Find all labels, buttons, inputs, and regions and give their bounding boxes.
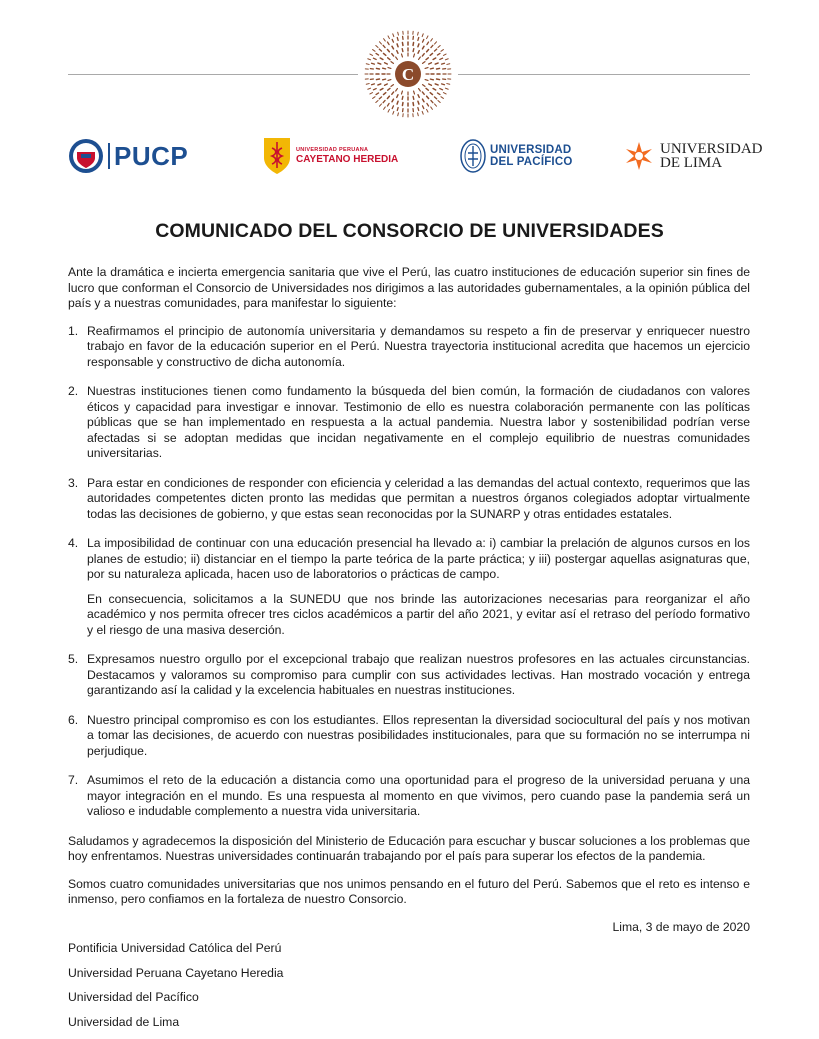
- seal-ray: [447, 84, 450, 85]
- header-rule-right: [458, 74, 750, 75]
- list-item-text: Nuestras instituciones tienen como fundamento la búsqueda del bien común, la formación de ciudadanos con valores éticos y capacidad para investigar e innovar. Testimonio de ello es nuestra colaboración permanente con las políticas públicas que se han implementado en respuesta a la actual pandemia. Nuestra labor y sostenibilidad podrían verse afectadas si se adoptan medidas que incidan negativamente en el complejo equilibrio de nuestras comunidades universitarias.: [87, 384, 750, 462]
- upch-shield-icon: [262, 136, 292, 176]
- seal-ray: [384, 39, 386, 41]
- seal-ray: [441, 97, 443, 99]
- seal-ray: [393, 111, 394, 114]
- seal-ray: [438, 45, 440, 47]
- list-item-number: 1.: [68, 324, 87, 371]
- seal-ray: [370, 93, 373, 94]
- seal-ray: [422, 92, 424, 94]
- seal-ray: [423, 62, 425, 64]
- list-item: [68, 384, 750, 462]
- seal-ray: [402, 54, 403, 57]
- seal-ray: [435, 63, 438, 64]
- seal-ray: [373, 58, 376, 59]
- seal-ray: [433, 89, 436, 91]
- seal-ray: [396, 89, 398, 91]
- seal-ray: [391, 62, 393, 64]
- seal-ray: [392, 92, 394, 94]
- numbered-list: [68, 324, 750, 820]
- seal-ray: [418, 101, 419, 104]
- list-item-text: Asumimos el reto de la educación a distancia como una oportunidad para el progreso de la universidad peruana y una mayor integración en el mundo. Es una respuesta al momento en que vivimos, pero cuando pase la pandemia será un valioso e indudable complemento a nuestra vida universitaria.: [87, 773, 750, 820]
- list-item-text: Para estar en condiciones de responder con eficiencia y celeridad a las demandas del actual contexto, requerimos que las autoridades competentes dicten pronto las medidas que permitan a nuestros órganos colegiados adoptar virtualmente todas las decisiones de gobierno, y que estas sean reconocidas por la SUNARP y otras entidades estatales.: [87, 476, 750, 523]
- seal-ray: [388, 88, 390, 90]
- seal-ray: [392, 39, 393, 42]
- seal-ray: [372, 84, 375, 85]
- seal-ray: [437, 53, 440, 55]
- seal-ray: [379, 104, 381, 106]
- seal-ray: [445, 59, 448, 60]
- seal-ray: [445, 88, 448, 89]
- seal-ray: [384, 107, 386, 109]
- seal-ray: [418, 95, 419, 98]
- date-line: Lima, 3 de mayo de 2020: [68, 920, 750, 936]
- intro-paragraph: Ante la dramática e incierta emergencia sanitaria que vive el Perú, las cuatro instituciones de educación superior sin fines de lucro que conforman el Consorcio de Universidades nos dirigimos a las autoridades gubernamentales, a la opinión pública del país y a nuestras comunidades, para manifestar lo siguiente:: [68, 265, 750, 312]
- seal-ray: [376, 93, 379, 95]
- seal-ray: [422, 111, 423, 114]
- page-title: COMUNICADO DEL CONSORCIO DE UNIVERSIDADES: [0, 220, 819, 243]
- seal-ray: [372, 63, 375, 64]
- seal-ray: [385, 63, 388, 64]
- seal-ray: [437, 68, 440, 69]
- list-item: [68, 652, 750, 699]
- seal-ray: [387, 103, 389, 106]
- seal-ray: [425, 68, 428, 69]
- university-logos: [0, 134, 819, 178]
- up-shield-icon: [460, 139, 486, 173]
- ul-star-icon: [624, 141, 654, 171]
- seal-ray: [391, 85, 393, 87]
- seal-ray: [418, 51, 419, 54]
- seal-ray: [419, 57, 421, 59]
- seal-ray: [429, 63, 432, 64]
- seal-letter: C: [402, 65, 414, 84]
- seal-ray: [435, 42, 437, 44]
- list-item-text: La imposibilidad de continuar con una educación presencial ha llevado a: i) cambiar la prelación de algunos cursos en los planes de estudio; ii) distanciar en el tiempo la parte teórica de la parte práctica; y iii) postergar aquellas asignaturas que, por su naturaleza aplicada, hacen uso de laboratorios o prácticas de campo.: [87, 536, 750, 583]
- list-item: [68, 536, 750, 638]
- seal-ray: [396, 57, 398, 59]
- seal-ray: [413, 42, 414, 45]
- seal-ray: [376, 79, 379, 80]
- seal-ray: [397, 95, 398, 98]
- seal-ray: [418, 32, 419, 35]
- seal-ray: [378, 84, 381, 85]
- list-item-number: 5.: [68, 652, 87, 699]
- seal-ray: [437, 79, 440, 80]
- seal-ray: [398, 32, 399, 35]
- up-name-line2: DEL PACÍFICO: [490, 156, 572, 168]
- seal-ray: [435, 84, 438, 85]
- ul-logo: [624, 134, 763, 178]
- seal-ray: [423, 39, 424, 42]
- seal-ray: [426, 58, 428, 60]
- seal-ray: [413, 96, 414, 99]
- header-rule-left: [68, 74, 358, 75]
- seal-ray: [431, 100, 433, 102]
- list-item-number: 6.: [68, 713, 87, 760]
- seal-ray: [380, 89, 383, 91]
- ul-name-line2: DE LIMA: [660, 156, 763, 170]
- list-item-number: 3.: [68, 476, 87, 523]
- seal-ray: [373, 50, 375, 52]
- seal-ray: [388, 68, 391, 69]
- seal-ray: [430, 68, 433, 69]
- list-item-number: 4.: [68, 536, 87, 638]
- seal-ray: [442, 63, 445, 64]
- seal-ray: [387, 42, 389, 45]
- closing-paragraph-1: Saludamos y agradecemos la disposición del Ministerio de Educación para escuchar y buscar soluciones a los problemas que hoy enfrentamos. Nuestras universidades continuarán trabajando por el país para superar los efectos de la pandemia.: [68, 834, 750, 865]
- seal-ray: [422, 54, 424, 56]
- seal-ray: [392, 106, 393, 109]
- list-item: [68, 324, 750, 371]
- seal-ray: [427, 49, 429, 51]
- seal-ray: [402, 42, 403, 45]
- pucp-divider: [108, 143, 110, 169]
- seal-ray: [429, 84, 432, 85]
- communique-body: [68, 265, 750, 1039]
- seal-ray: [397, 44, 398, 47]
- seal-ray: [402, 96, 403, 99]
- seal-ray: [423, 46, 425, 49]
- ul-name-line1: UNIVERSIDAD: [660, 142, 763, 156]
- seal-ray: [427, 103, 429, 106]
- seal-ray: [423, 106, 424, 109]
- seal-ray: [376, 101, 378, 103]
- seal-ray: [431, 107, 433, 109]
- seal-ray: [427, 42, 429, 45]
- seal-ray: [388, 36, 389, 39]
- pucp-wordmark: PUCP: [114, 141, 188, 172]
- seal-ray: [398, 113, 399, 116]
- seal-ray: [431, 45, 433, 47]
- list-item-text: Reafirmamos el principio de autonomía universitaria y demandamos su respeto a fin de preservar y enriquecer nuestro trabajo en favor de la educación superior en el Perú. Nuestra trayectoria institucional acredita que hacemos un ejercicio responsable y constructivo de dicha autonomía.: [87, 324, 750, 371]
- seal-ray: [440, 89, 443, 90]
- seal-ray: [393, 34, 394, 37]
- seal-ray: [370, 54, 373, 55]
- seal-ray: [435, 104, 437, 106]
- up-logo: [460, 134, 572, 178]
- signatory: Universidad Peruana Cayetano Heredia: [68, 966, 750, 982]
- seal-ray: [383, 53, 385, 55]
- seal-ray: [443, 54, 446, 55]
- up-name-line1: UNIVERSIDAD: [490, 144, 572, 156]
- seal-ray: [422, 34, 423, 37]
- seal-ray: [383, 45, 385, 47]
- seal-ray: [413, 49, 414, 52]
- seal-ray: [379, 97, 381, 99]
- seal-ray: [376, 45, 378, 47]
- seal-ray: [379, 42, 381, 44]
- upch-name: CAYETANO HEREDIA: [296, 154, 398, 165]
- seal-ray: [397, 51, 398, 54]
- upch-subtitle: UNIVERSIDAD PERUANA: [296, 147, 398, 154]
- signatories-list: [68, 941, 750, 1030]
- seal-ray: [392, 46, 394, 49]
- seal-ray: [368, 88, 371, 89]
- seal-ray: [383, 100, 385, 102]
- seal-ray: [423, 85, 425, 87]
- seal-ray: [419, 89, 421, 91]
- seal-ray: [388, 109, 389, 112]
- seal-ray: [413, 103, 414, 106]
- seal-ray: [387, 49, 389, 51]
- seal-ray: [427, 109, 428, 112]
- seal-ray: [385, 84, 388, 85]
- seal-ray: [418, 113, 419, 116]
- seal-ray: [418, 108, 419, 111]
- list-item-number: 7.: [68, 773, 87, 820]
- seal-ray: [366, 84, 369, 85]
- seal-ray: [383, 79, 386, 80]
- seal-ray: [418, 38, 419, 41]
- seal-ray: [402, 91, 403, 94]
- signatory: Universidad de Lima: [68, 1015, 750, 1031]
- closing-paragraph-2: Somos cuatro comunidades universitarias que nos unimos pensando en el futuro del Perú. Sabemos que el reto es intenso e inmenso, pero confiamos en la fortaleza de nuestro Consorcio.: [68, 877, 750, 908]
- seal-ray: [441, 50, 443, 52]
- seal-ray: [379, 49, 381, 51]
- seal-ray: [387, 96, 389, 98]
- seal-ray: [440, 58, 443, 59]
- seal-ray: [414, 54, 415, 57]
- seal-ray: [397, 108, 398, 111]
- pucp-logo: [68, 134, 188, 178]
- list-item: [68, 476, 750, 523]
- seal-ray: [430, 79, 433, 80]
- seal-ray: [426, 88, 428, 90]
- seal-ray: [388, 80, 391, 81]
- signatory: Universidad del Pacífico: [68, 990, 750, 1006]
- seal-ray: [397, 101, 398, 104]
- seal-ray: [373, 89, 376, 90]
- seal-ray: [402, 103, 403, 106]
- seal-ray: [383, 93, 385, 95]
- seal-ray: [392, 54, 394, 56]
- seal-ray: [427, 36, 428, 39]
- seal-ray: [425, 80, 428, 81]
- seal-ray: [447, 64, 450, 65]
- pucp-shield-icon: [68, 138, 104, 174]
- seal-ray: [430, 93, 432, 95]
- list-item-number: 2.: [68, 384, 87, 462]
- seal-ray: [402, 49, 403, 52]
- list-item: [68, 773, 750, 820]
- list-item-extra-text: En consecuencia, solicitamos a la SUNEDU que nos brinde las autorizaciones necesarias para reorganizar el año académico y nos permita ofrecer tres ciclos académicos a partir del año 2021, y evitar así el retraso del período formativo y el riesgo de una masiva deserción.: [87, 592, 750, 639]
- seal-ray: [376, 68, 379, 69]
- list-item: [68, 713, 750, 760]
- list-item-text: Expresamos nuestro orgullo por el excepcional trabajo que realizan nuestros profesores en las actuales circunstancias. Destacamos y valoramos su compromiso para cumplir con sus actividades lectivas. Han mostrado vocación y entrega garantizando así la calidad y la excelencia habituales en nuestras instituciones.: [87, 652, 750, 699]
- seal-ray: [373, 97, 375, 99]
- seal-ray: [383, 68, 386, 69]
- seal-ray: [392, 99, 394, 102]
- seal-ray: [442, 84, 445, 85]
- seal-ray: [431, 39, 433, 41]
- consortium-seal-logo: [364, 30, 452, 118]
- seal-ray: [430, 53, 432, 55]
- seal-ray: [427, 96, 429, 98]
- seal-ray: [434, 49, 436, 51]
- seal-ray: [423, 99, 425, 102]
- seal-ray: [443, 93, 446, 94]
- seal-ray: [366, 64, 369, 65]
- seal-ray: [380, 58, 383, 60]
- seal-ray: [438, 101, 440, 103]
- upch-logo: [262, 134, 398, 178]
- seal-ray: [437, 93, 440, 95]
- signatory: Pontificia Universidad Católica del Perú: [68, 941, 750, 957]
- seal-ray: [418, 44, 419, 47]
- seal-ray: [414, 91, 415, 94]
- seal-ray: [397, 38, 398, 41]
- seal-ray: [378, 63, 381, 64]
- seal-ray: [388, 58, 390, 60]
- seal-ray: [434, 97, 436, 99]
- list-item-text: Nuestro principal compromiso es con los estudiantes. Ellos representan la diversidad sociocultural del país y nos motivan a tomar las decisiones, de acuerdo con nuestras posibilidades institucionales, para que su formación no se interrumpa ni perjudique.: [87, 713, 750, 760]
- seal-ray: [433, 58, 436, 60]
- seal-ray: [376, 53, 379, 55]
- seal-ray: [368, 59, 371, 60]
